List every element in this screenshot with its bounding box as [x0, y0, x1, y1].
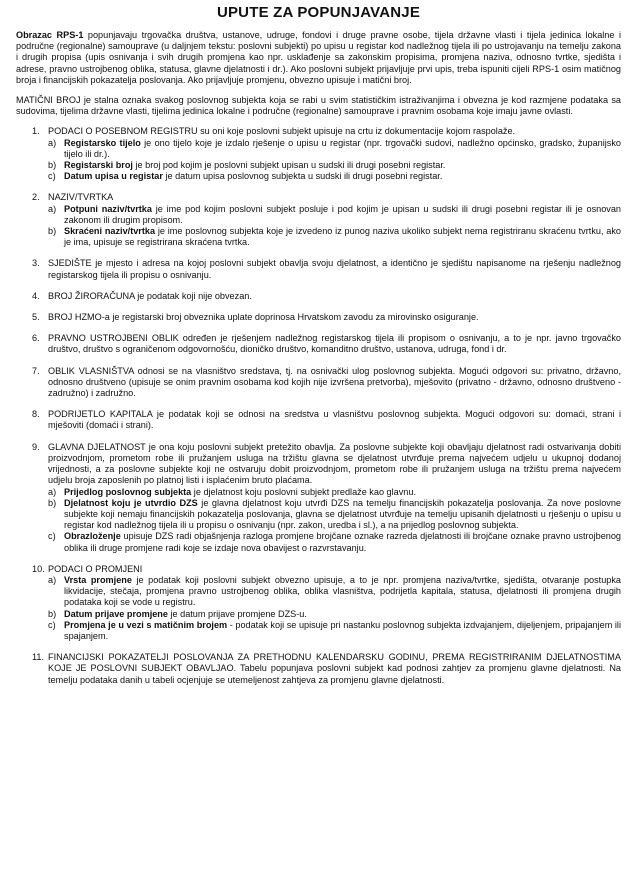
- sub-text: upisuje DZS radi objašnjenja razloga promjene brojčane oznake razreda djelatnosti ili brojčane oznake pravno ustrojbenog oblika ili druge promjene radi koje se izdaje nova obavijest o razvrstavanju.: [64, 531, 621, 553]
- item-legal-form: [16, 333, 621, 355]
- sub-item: [48, 620, 621, 642]
- item-special-register: [16, 126, 621, 182]
- item-number: 5.: [32, 312, 40, 323]
- sub-term: Promjena je u vezi s matičnim brojem: [64, 619, 228, 630]
- sub-letter: b): [48, 160, 57, 171]
- item-number: 7.: [32, 365, 40, 376]
- sub-text: je broj pod kojim je poslovni subjekt upisan u sudski ili drugi posebni registar.: [132, 160, 446, 171]
- form-code: Obrazac RPS-1: [16, 30, 84, 40]
- item-text: SJEDIŠTE je mjesto i adresa na kojoj poslovni subjekt obavlja svoju djelatnost, a identično je sjedištu napisanome na rješenju nadležnog registarskog tijela ili propisu o osnivanju.: [48, 258, 621, 280]
- item-hzmo: [16, 312, 621, 323]
- sub-term: Skraćeni naziv/tvrtka: [64, 226, 156, 237]
- sub-letter: a): [48, 574, 57, 585]
- mb-paragraph: MATIČNI BROJ je stalna oznaka svakog poslovnog subjekta koja se rabi u svim statističkim istraživanjima i obvezna je kod razmjene podataka sa sudovima, tijelima državne vlasti, tijelima jedinica lokalne i područne (regionalne) samouprave i pravnim osobama koje imaju javne ovlasti.: [16, 95, 621, 117]
- sub-term: Datum prijave promjene: [64, 608, 168, 619]
- sub-text: je podatak koji poslovni subjekt obvezno upisuje, a to je npr. promjena naziva/tvrtke, sjedišta, otvaranje postupka likvidacije, stečaja, promjena pravno ustrojbenog oblika, oblika vlasništva, podrijetla kapitala, statusa, djelatnosti ili promjena drugih podataka koji se vode u registru.: [64, 574, 621, 608]
- instructions-list: [16, 126, 621, 685]
- sub-term: Registarsko tijelo: [64, 137, 141, 148]
- sub-term: Djelatnost koju je utvrdio DZS: [64, 497, 198, 508]
- sub-list: [48, 204, 621, 249]
- item-text: BROJ ŽIRORAČUNA je podatak koji nije obvezan.: [48, 290, 252, 301]
- item-bank-account: [16, 291, 621, 302]
- item-text: PODACI O POSEBNOM REGISTRU su oni koje poslovni subjekt upisuje na crtu iz dokumentacije kojom raspolaže.: [48, 126, 516, 137]
- intro-text: popunjavaju trgovačka društva, ustanove, udruge, fondovi i druge pravne osobe, tijela državne vlasti i tijela jedinica lokalne i područne (regionalne) samouprave (u daljnjem tekstu: poslovni subjekti) po upisu u registar kod nadležnog tijela ili po ustrojavanju na temelju zakona i drugih propisa (upis osnivanja i svih drugih promjena kao npr. usklađenje sa zakonskim propisima, promjena naziva, odnosno tvrtke, sjedišta i adrese, pravno ustrojbenog oblika, statusa, glavne djelatnosti i dr.). Ako poslovni subjekt prijavljuje prvi upis, treba ispuniti cijeli RPS-1 osim matičnog broja i financijskih pokazatelja poslovanja. Ako prijavljuje promjenu, obvezno upisuje i matični broj.: [16, 30, 621, 85]
- sub-term: Prijedlog poslovnog subjekta: [64, 486, 192, 497]
- sub-letter: c): [48, 619, 56, 630]
- sub-letter: b): [48, 497, 57, 508]
- sub-letter: a): [48, 486, 57, 497]
- item-financial-indicators: [16, 652, 621, 686]
- sub-item: [48, 226, 621, 248]
- item-number: 8.: [32, 409, 40, 420]
- sub-item: [48, 171, 621, 182]
- item-number: 10.: [32, 563, 45, 574]
- sub-list: [48, 487, 621, 554]
- item-text: FINANCIJSKI POKAZATELJI POSLOVANJA ZA PRETHODNU KALENDARSKU GODINU, PREMA REGISTRIRANIM DJELATNOSTIMA KOJE JE POSLOVNI SUBJEKT OBAVLJAO. Tabelu popunjava poslovni subjekt kad podnosi zahtjev za promjenu glavne djelatnosti. Na temelju podataka danih u tabeli ocjenjuje se utemeljenost zahtjeva za promjenu glavne djelatnosti.: [48, 652, 621, 685]
- sub-item: [48, 575, 621, 609]
- sub-text: - podatak koji se upisuje pri nastanku poslovnog subjekta izdvajanjem, dijeljenjem, pripajanjem ili spajanjem.: [64, 619, 621, 641]
- item-number: 2.: [32, 192, 40, 203]
- item-seat: [16, 258, 621, 280]
- sub-letter: a): [48, 137, 57, 148]
- item-number: 6.: [32, 333, 40, 344]
- sub-letter: c): [48, 171, 56, 182]
- sub-list: [48, 575, 621, 642]
- item-main-activity: [16, 442, 621, 554]
- sub-text: je glavna djelatnost koju utvrđi DZS na temelju financijskih pokazatelja poslovanja. Za nove poslovne subjekte koji nemaju financijskih pokazatelja poslovanja, glavna se djelatnost utvrđuje na temelju upisanih djelatnosti u rješenju o upisu u registar kod nadležnog tijela ili u propisu o osnivanju (npr. zakon, uredba i sl.), a na prijedlog poslovnog subjekta.: [64, 497, 621, 531]
- sub-text: je djelatnost koju poslovni subjekt predlaže kao glavnu.: [191, 486, 416, 497]
- item-change-data: [16, 564, 621, 642]
- sub-term: Vrsta promjene: [64, 574, 132, 585]
- sub-item: [48, 531, 621, 553]
- page-title: UPUTE ZA POPUNJAVANJE: [216, 4, 421, 21]
- sub-letter: b): [48, 608, 57, 619]
- item-name: [16, 192, 621, 248]
- sub-term: Potpuni naziv/tvrtka: [64, 203, 152, 214]
- sub-text: je ime pod kojim poslovni subjekt posluje i pod kojim je upisan u sudski ili drugi posebni registar ili je osnovan zakonom ili drugim propisom.: [64, 203, 621, 225]
- sub-item: [48, 204, 621, 226]
- item-number: 1.: [32, 126, 40, 137]
- item-number: 11.: [32, 652, 45, 663]
- item-text: PODRIJETLO KAPITALA je podatak koji se odnosi na sredstva u vlasništvu poslovnog subjekta. Mogući odgovori su: domaći, strani i mješoviti (domaći i strani).: [48, 409, 621, 431]
- item-text: GLAVNA DJELATNOST je ona koju poslovni subjekt pretežito obavlja. Za poslovne subjekte koji obavljaju djelatnost radi ostvarivanja dobiti proizvodnjom, prometom robe ili pružanjem usluga na tržištu glavna se djelatnost utvrđuje prema najvećem udjelu u ukupnoj dodanoj vrijednosti, a za poslovne subjekte koji ne ostvaruju dobit proizvodnjom, prometom robe ili pružanjem usluga na tržištu prema najvećem udjelu broja zaposlenih po platnoj listi i isplaćenim bruto plaćama.: [48, 441, 621, 486]
- item-capital-origin: [16, 409, 621, 431]
- item-text: NAZIV/TVRTKA: [48, 192, 114, 203]
- item-number: 3.: [32, 258, 40, 269]
- item-text: PODACI O PROMJENI: [48, 563, 143, 574]
- sub-term: Datum upisa u registar: [64, 171, 163, 182]
- item-ownership: [16, 366, 621, 400]
- sub-term: Obrazloženje: [64, 531, 121, 542]
- sub-item: [48, 498, 621, 532]
- sub-item: [48, 160, 621, 171]
- sub-item: [48, 487, 621, 498]
- sub-letter: b): [48, 226, 57, 237]
- sub-text: je ime poslovnog subjekta koje je izvedeno iz punog naziva ukoliko subjekt nema registriranu skraćenu tvrtku, ako je ima, upisuje se registrirana skraćena tvrtka.: [64, 226, 622, 248]
- sub-letter: a): [48, 203, 57, 214]
- sub-text: je datum upisa poslovnog subjekta u sudski ili drugi posebni registar.: [162, 171, 443, 182]
- sub-text: je ono tijelo koje je izdalo rješenje o upisu u registar (npr. trgovački sudovi, nadležno općinsko, gradsko, županijsko tijelo ili dr.).: [64, 137, 621, 159]
- intro-paragraph: [16, 30, 621, 86]
- sub-text: je datum prijave promjene DZS-u.: [167, 608, 307, 619]
- sub-item: [48, 609, 621, 620]
- item-text: BROJ HZMO-a je registarski broj obveznika uplate doprinosa Hrvatskom zavodu za mirovinsko osiguranje.: [48, 312, 479, 323]
- sub-letter: c): [48, 531, 56, 542]
- item-number: 9.: [32, 441, 40, 452]
- item-number: 4.: [32, 290, 40, 301]
- sub-term: Registarski broj: [64, 160, 133, 171]
- sub-list: [48, 138, 621, 183]
- item-text: OBLIK VLASNIŠTVA odnosi se na vlasništvo sredstava, tj. na osnivački ulog poslovnog subjekta. Mogući odgovori su: privatno, državno, odnosno društveno (upisuje se onim pravnim osobama kod kojih nije izvršena pretvorba), mješovito (privatno - državno, odnosno društveno - zadružno) i zadružno.: [48, 365, 621, 399]
- sub-item: [48, 138, 621, 160]
- item-text: PRAVNO USTROJBENI OBLIK određen je rješenjem nadležnog registarskog tijela ili propisom o osnivanju, a to je npr. javno trgovačko društvo, društvo s ograničenom odgovornošću, dioničko društvo, komanditno društvo, ustanova, udruga, fond i dr.: [48, 333, 621, 355]
